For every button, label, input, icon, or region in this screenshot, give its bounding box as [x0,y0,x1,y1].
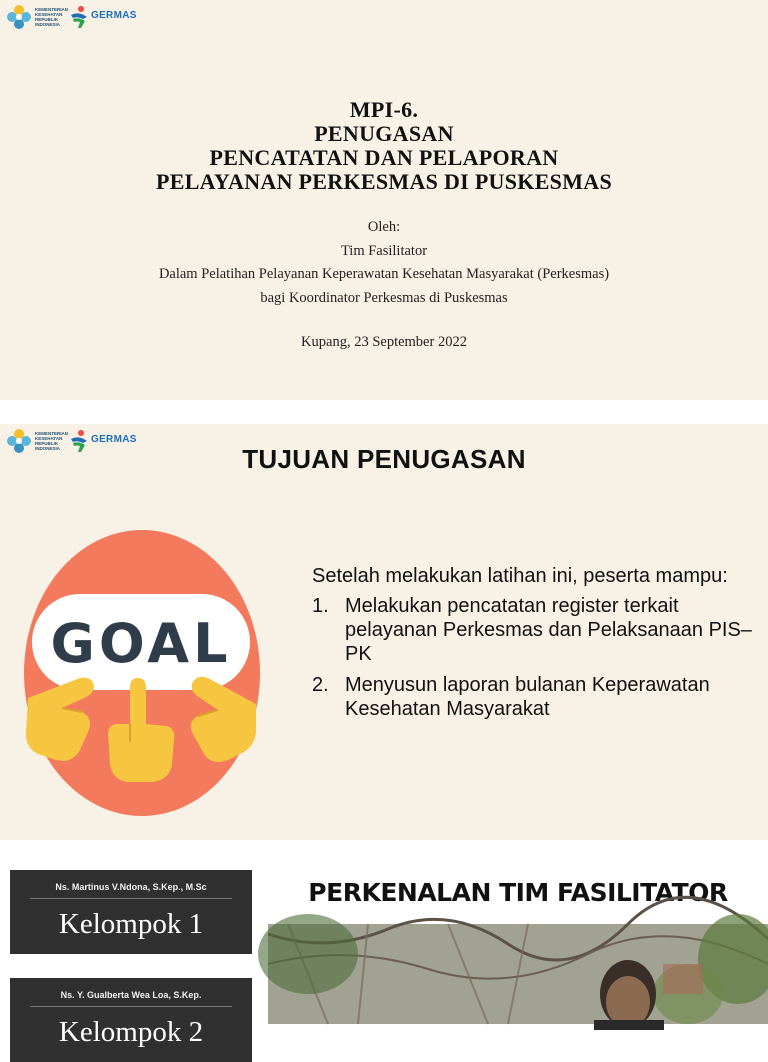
objectives-list [312,594,752,721]
slide-title: PERKENALAN TIM FASILITATOR [308,878,728,907]
germas-logo [69,5,137,29]
germas-text: GERMAS [91,10,137,21]
kemenkes-line: INDONESIA [35,22,61,27]
list-item-text: Melakukan pencatatan register terkait pelayanan Perkesmas dan Pelaksanaan PIS–PK [345,595,752,665]
goal-text: GOAL [50,612,232,675]
list-number: 2. [312,674,329,696]
facilitator-name: Ns. Martinus V.Ndona, S.Kep., M.Sc [55,882,207,892]
list-item-text: Menyusun laporan bulanan Keperawatan Kesehatan Masyarakat [345,674,710,720]
title-line: PENUGASAN [314,121,454,146]
germas-subtitle [91,21,137,24]
title-line: MPI-6. [349,97,419,122]
group-label: Kelompok 1 [58,908,204,940]
kemenkes-line: KEMENTERIAN [35,431,69,436]
slide-title: TUJUAN PENUGASAN [242,444,526,474]
facilitator-card [10,978,252,1062]
date-location: Kupang, 23 September 2022 [301,334,467,350]
kemenkes-line: KEMENTERIAN [35,7,69,12]
objectives-slide [0,424,768,840]
presenter-info [0,216,768,310]
objectives-intro: Setelah melakukan latihan ini, peserta mampu: [312,565,728,587]
kemenkes-line: INDONESIA [35,446,61,451]
kemenkes-line: REPUBLIK [35,17,59,22]
card-divider [30,1006,232,1007]
info-line: Oleh: [367,219,401,235]
group-label: Kelompok 2 [58,1016,204,1048]
info-line: Tim Fasilitator [340,242,428,259]
list-item [312,594,752,666]
kemenkes-line: REPUBLIK [35,441,59,446]
card-divider [30,898,232,899]
facilitator-name: Ns. Y. Gualberta Wea Loa, S.Kep. [60,990,202,1000]
list-number: 1. [312,595,329,617]
slide-title [0,98,768,194]
germas-text: GERMAS [91,434,137,445]
title-slide [0,0,768,400]
logo-row [6,4,137,30]
team-photo [268,924,768,1024]
goal-illustration [22,528,262,818]
objectives-text [312,564,752,728]
kemenkes-line: KESEHATAN [35,436,63,441]
kemenkes-logo [6,4,69,30]
germas-figure-icon [69,5,89,29]
facilitator-card [10,870,252,954]
list-item [312,673,752,721]
title-line: PENCATATAN DAN PELAPORAN [209,145,559,170]
facilitator-slide [0,864,768,1048]
title-line: PELAYANAN PERKESMAS DI PUSKESMAS [155,169,612,194]
kemenkes-line: KESEHATAN [35,12,63,17]
info-line: bagi Koordinator Perkesmas di Puskesmas [260,289,508,306]
kemenkes-icon [6,4,32,30]
info-line: Dalam Pelatihan Pelayanan Keperawatan Kesehatan Masyarakat (Perkesmas) [158,266,610,282]
